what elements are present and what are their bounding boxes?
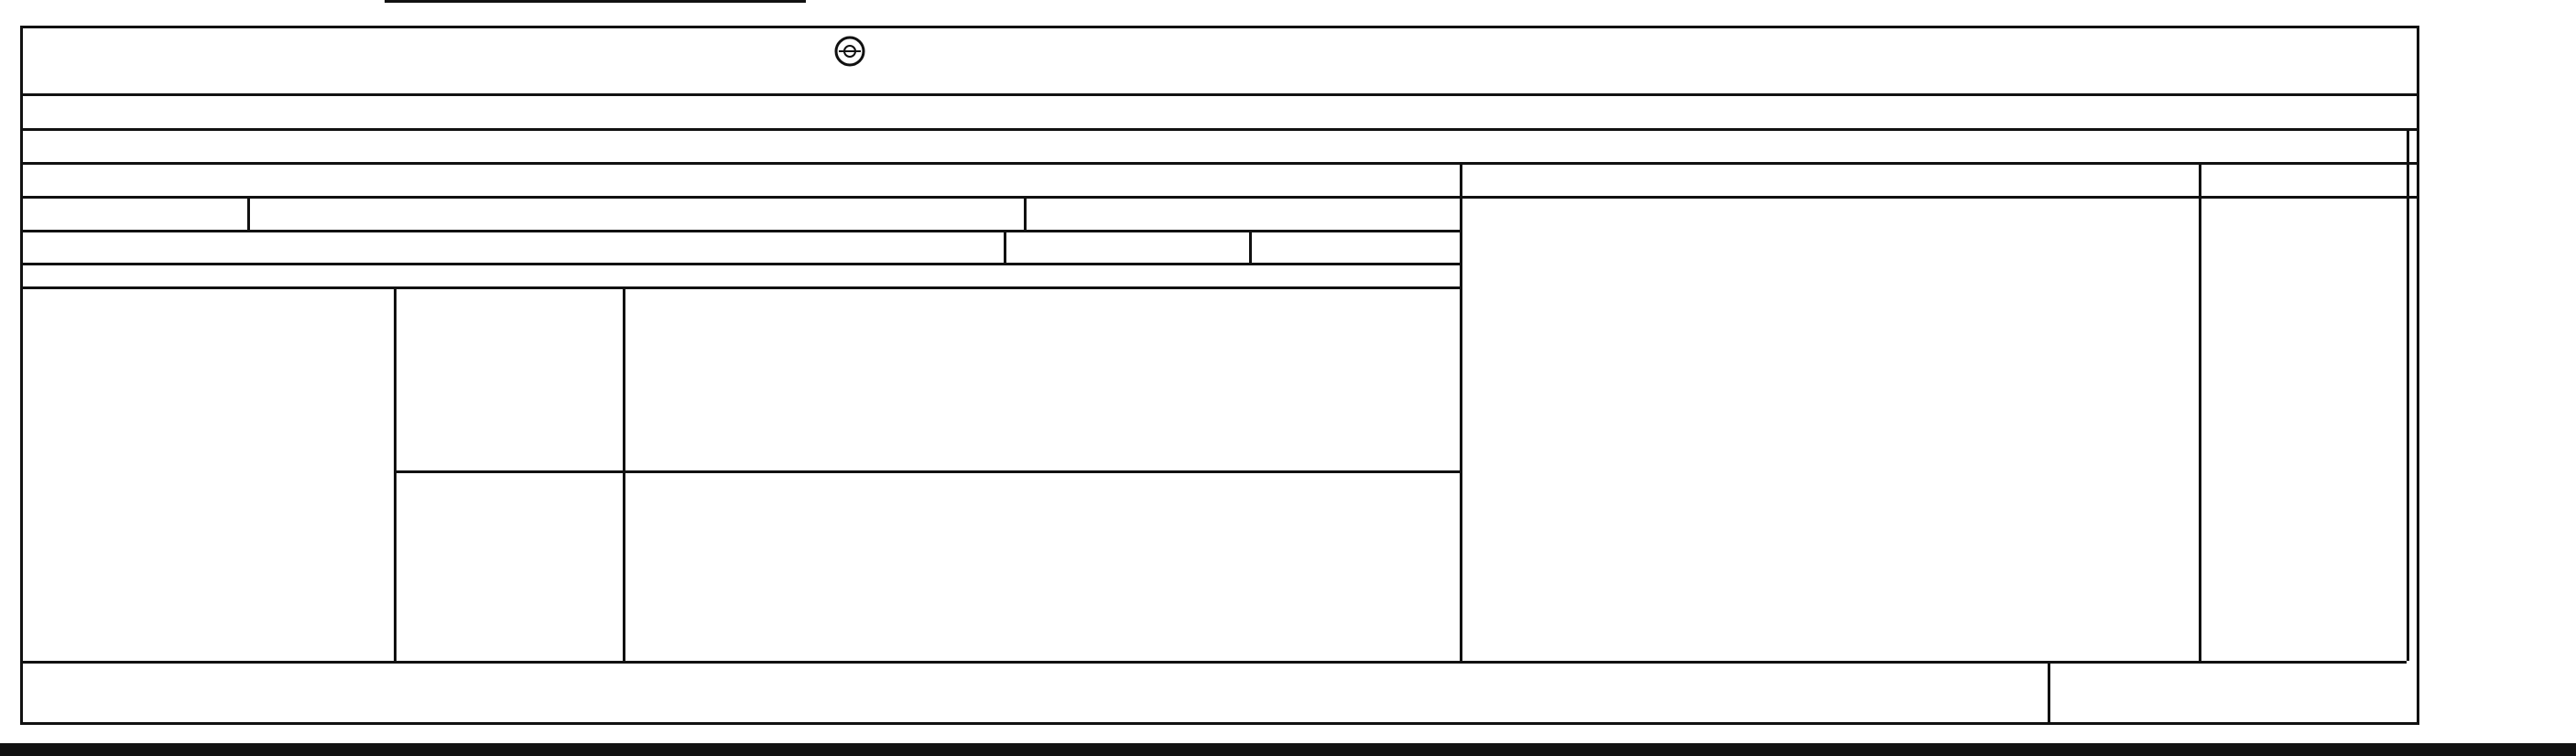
header-rule bbox=[20, 93, 2419, 96]
page-bottom-bar bbox=[0, 743, 2576, 756]
observations-handwriting bbox=[2201, 200, 2407, 661]
barcode bbox=[1499, 24, 2180, 86]
top-line bbox=[385, 0, 806, 3]
certipostal-logo bbox=[822, 33, 877, 86]
